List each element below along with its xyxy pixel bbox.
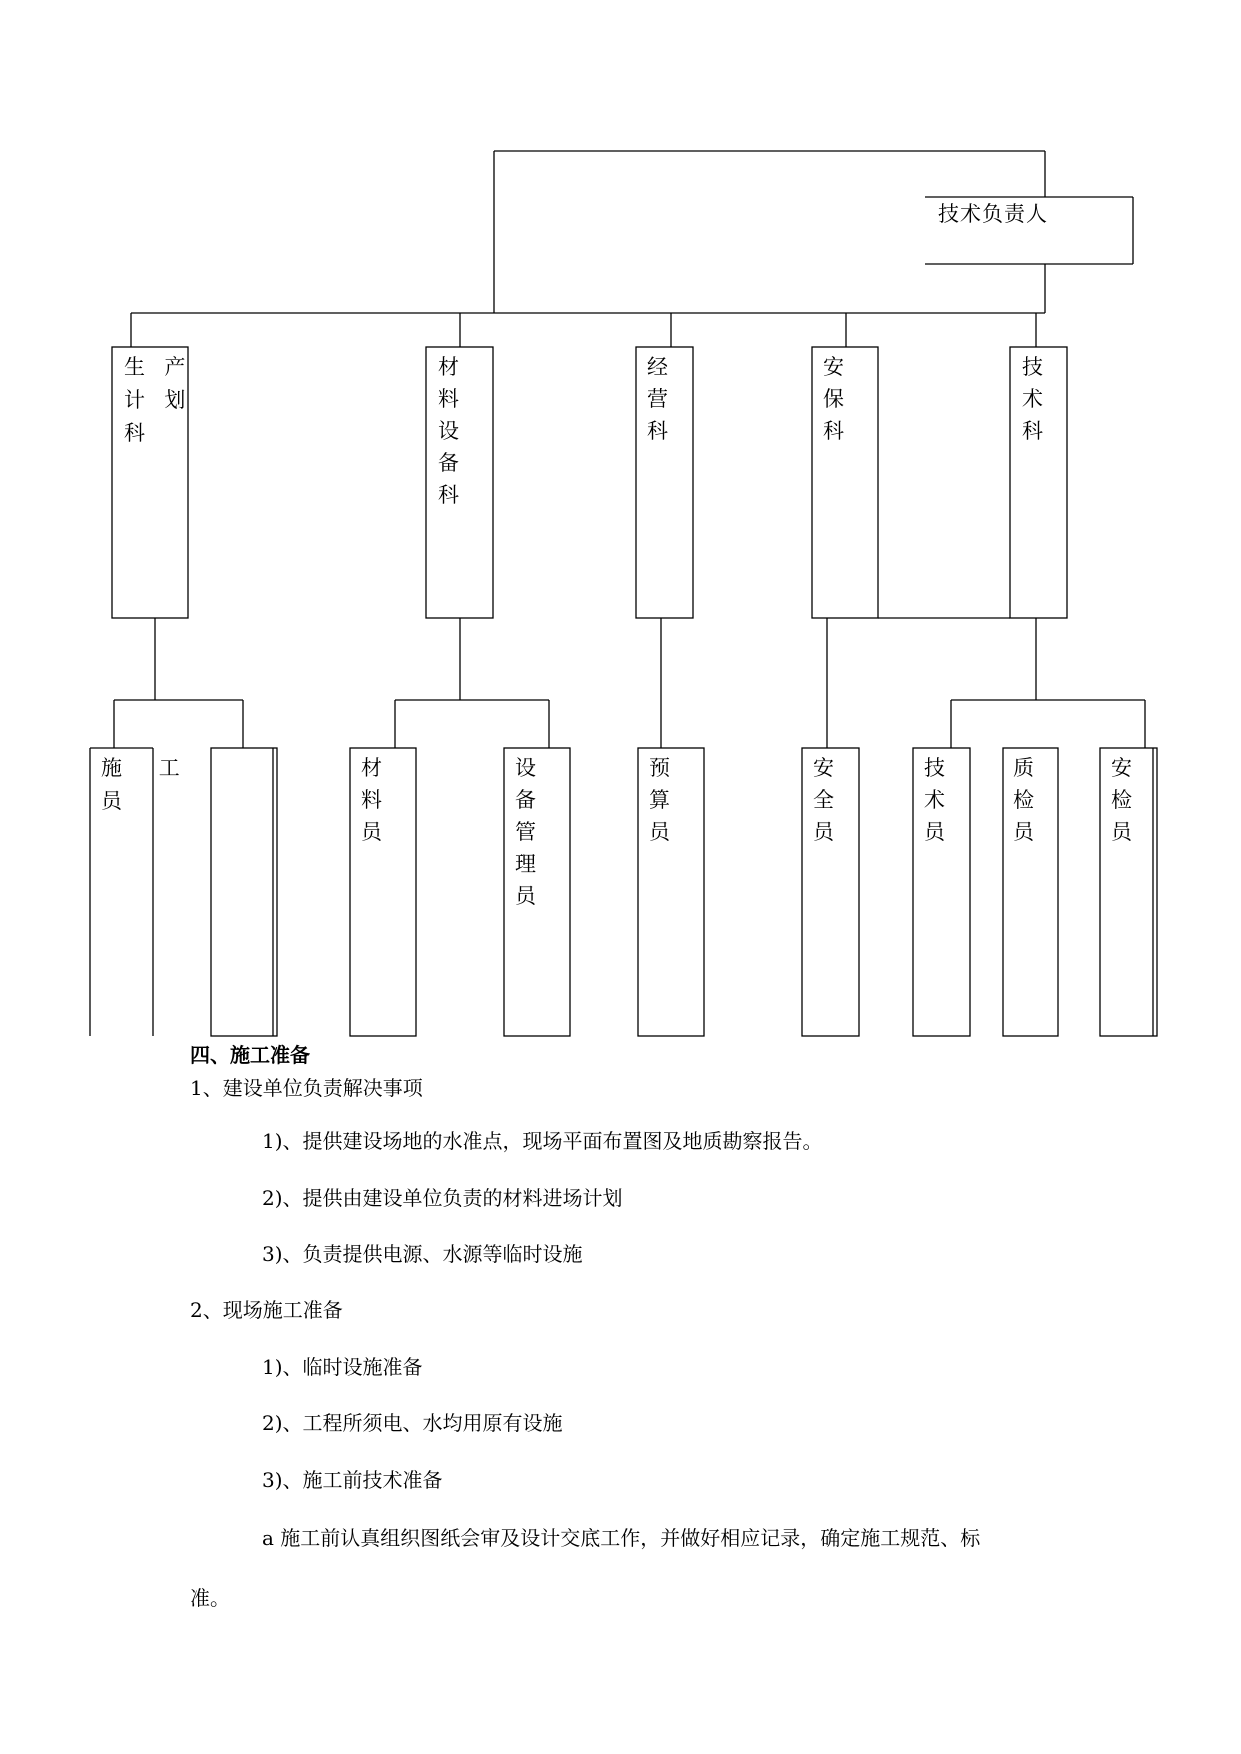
staff-label-quality-inspector: 质检员 bbox=[1013, 756, 1034, 844]
part1-heading: 1、建设单位负责解决事项 bbox=[190, 1076, 423, 1100]
staff-label-construction-a: 施 工 bbox=[101, 756, 182, 780]
part2-item-2: 2)、工程所须电、水均用原有设施 bbox=[262, 1411, 563, 1435]
part2-item-1: 1)、临时设施准备 bbox=[262, 1355, 423, 1379]
section-title: 四、施工准备 bbox=[190, 1043, 310, 1067]
part2-heading: 2、现场施工准备 bbox=[190, 1298, 343, 1322]
staff-box-equipment-manager bbox=[504, 748, 570, 1036]
staff-box-blank bbox=[211, 748, 277, 1036]
dept-label-material: 材料设备科 bbox=[438, 355, 459, 507]
staff-label-safety-officer: 安全员 bbox=[813, 756, 834, 844]
part2-item-3: 3)、施工前技术准备 bbox=[262, 1468, 443, 1492]
part1-item-3: 3)、负责提供电源、水源等临时设施 bbox=[262, 1242, 583, 1266]
staff-label-construction-b: 员 bbox=[101, 789, 124, 813]
part2-paragraph-line1: a 施工前认真组织图纸会审及设计交底工作，并做好相应记录，确定施工规范、标 bbox=[262, 1526, 981, 1550]
part2-paragraph-line2: 准。 bbox=[190, 1586, 230, 1610]
staff-box-material-clerk bbox=[350, 748, 416, 1036]
staff-label-technician: 技术员 bbox=[924, 756, 945, 844]
part1-item-1: 1)、提供建设场地的水准点，现场平面布置图及地质勘察报告。 bbox=[262, 1129, 823, 1153]
dept-label-technical: 技术科 bbox=[1022, 355, 1043, 443]
dept-label-operations: 经营科 bbox=[647, 355, 668, 443]
staff-label-material-clerk: 材料员 bbox=[361, 756, 382, 844]
staff-label-budget-clerk: 预算员 bbox=[649, 756, 670, 844]
staff-box-budget-clerk bbox=[638, 748, 704, 1036]
dept-box-safety bbox=[812, 347, 878, 618]
staff-label-equipment-manager: 设备管理员 bbox=[515, 756, 536, 908]
dept-label-safety: 安保科 bbox=[823, 355, 844, 443]
staff-label-safety-inspector: 安检员 bbox=[1111, 756, 1132, 844]
part1-item-2: 2)、提供由建设单位负责的材料进场计划 bbox=[262, 1186, 623, 1210]
head-label: 技术负责人 bbox=[938, 202, 1048, 226]
